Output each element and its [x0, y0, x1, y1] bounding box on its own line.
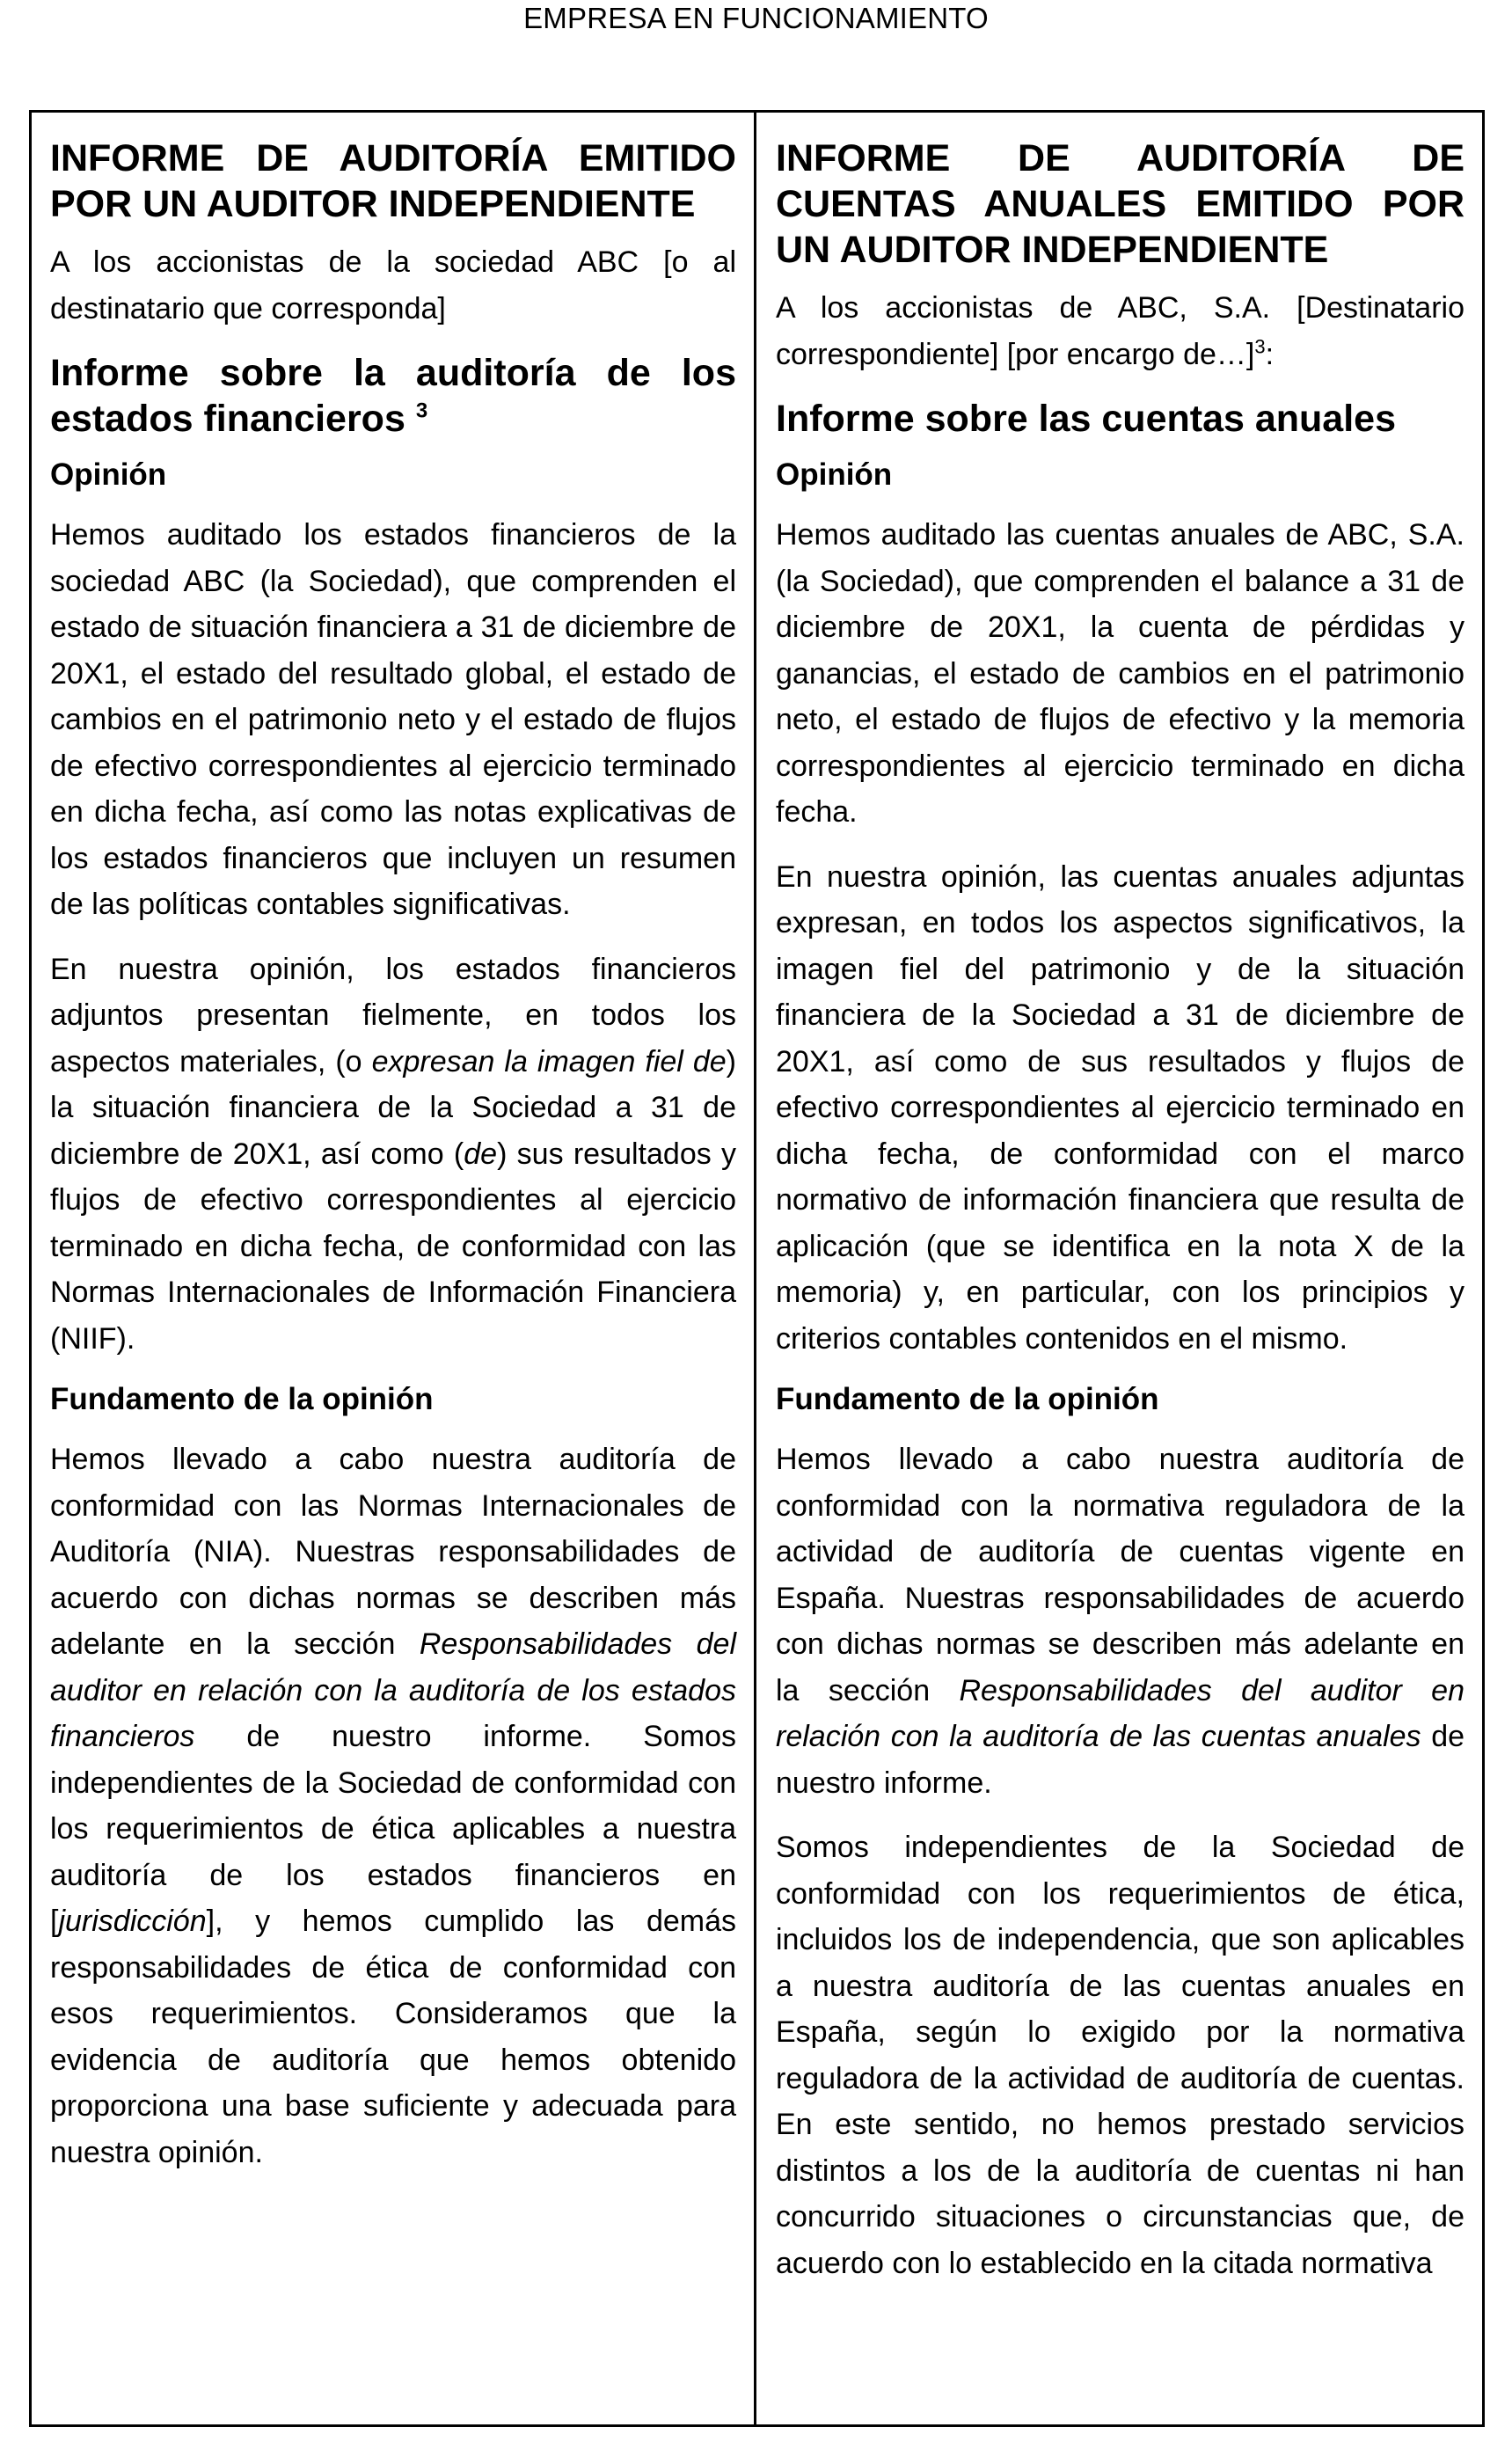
left-basis-heading: Fundamento de la opinión — [50, 1382, 434, 1416]
left-addressee: A los accionistas de la sociedad ABC [o al destinatario que corresponda] — [50, 245, 736, 325]
right-report-title: INFORME DE AUDITORÍA DE CUENTAS ANUALES EMITIDO POR UN AUDITOR INDEPENDIENTE — [776, 137, 1465, 271]
text-run: ) la situación financiera de la Sociedad a 31 de diciembre de 20X1, así como ( — [50, 1044, 736, 1171]
footnote-ref: 3 — [1254, 335, 1266, 358]
left-report-title: INFORME DE AUDITORÍA EMITIDO POR UN AUDITOR INDEPENDIENTE — [50, 137, 736, 225]
left-column — [32, 113, 756, 2424]
right-column — [756, 113, 1482, 2424]
left-opinion-heading: Opinión — [50, 457, 167, 492]
left-opinion-paragraph-2 — [50, 947, 736, 1363]
footnote-ref: 3 — [415, 398, 428, 423]
left-opinion-paragraph-1: Hemos auditado los estados financieros de la sociedad ABC (la Sociedad), que comprenden el estado de situación financiera a 31 de diciembre de 20X1, el estado del resultado global, el estado de cambios en el patrimonio neto y el estado de flujos de efectivo correspondientes al ejercicio terminado en dicha fecha, así como las notas explicativas de los estados financieros que incluyen un resumen de las políticas contables significativas. — [50, 518, 736, 921]
left-basis-paragraph — [50, 1437, 736, 2175]
italic-run: jurisdicción — [58, 1905, 207, 1938]
text-run: Hemos llevado a cabo nuestra auditoría de conformidad con la normativa reguladora de la actividad de auditoría de cuentas vigente en España. Nuestras responsabilidades de acuerdo con dichas normas se describen más adelante en la sección — [776, 1443, 1465, 1707]
text-run: ], y hemos cumplido las demás responsabilidades de ética de conformidad con esos requerimientos. Consideramos que la evidencia de auditoría que hemos obtenido proporciona una base suficiente y adecuada para nuestra opinión. — [50, 1905, 736, 2169]
italic-run: Responsabilidades del auditor en relación con la auditoría de los estados financieros — [50, 1627, 736, 1753]
text-run: Hemos llevado a cabo nuestra auditoría de conformidad con las Normas Internacionales de Auditoría (NIA). Nuestras responsabilidades de acuerdo con dichas normas se describen más adelante en la sección — [50, 1443, 736, 1661]
text-run: En nuestra opinión, los estados financieros adjuntos presentan fielmente, en todos los aspectos materiales, (o — [50, 952, 736, 1078]
italic-run: expresan la imagen fiel de — [371, 1044, 727, 1078]
italic-run: de — [464, 1137, 498, 1171]
text-run: de nuestro informe. Somos independientes de la Sociedad de conformidad con los requerimientos de ética aplicables a nuestra auditoría de los estados financieros en [ — [50, 1720, 736, 1938]
right-basis-paragraph-2: Somos independientes de la Sociedad de conformidad con los requerimientos de ética, incluidos los de independencia, que son aplicables a nuestra auditoría de las cuentas anuales en España, según lo exigido por la normativa reguladora de la actividad de auditoría de cuentas. En este sentido, no hemos prestado servicios distintos a los de la auditoría de cuentas ni han concurrido situaciones o circunstancias que, de acuerdo con lo establecido en la citada normativa — [776, 1831, 1465, 2280]
text-run: ) sus resultados y flujos de efectivo correspondientes al ejercicio terminado en dicha fecha, de conformidad con las Normas Internacionales de Información Financiera (NIIF). — [50, 1137, 736, 1356]
text-run: A los accionistas de ABC, S.A. [Destinatario correspondiente] [por encargo de…] — [776, 291, 1465, 371]
right-subtitle: Informe sobre las cuentas anuales — [776, 398, 1396, 440]
italic-run: Responsabilidades del auditor en relación con la auditoría de las cuentas anuales — [776, 1673, 1465, 1753]
comparison-table — [29, 110, 1485, 2427]
right-basis-paragraph-1 — [776, 1437, 1465, 1806]
right-basis-heading: Fundamento de la opinión — [776, 1382, 1159, 1416]
right-opinion-heading: Opinión — [776, 457, 893, 492]
right-opinion-paragraph-1: Hemos auditado las cuentas anuales de ABC, S.A. (la Sociedad), que comprenden el balance a 31 de diciembre de 20X1, la cuenta de pérdidas y ganancias, el estado de cambios en el patrimonio neto, el estado de flujos de efectivo y la memoria correspondientes al ejercicio terminado en dicha fecha. — [776, 518, 1465, 829]
page-header: EMPRESA EN FUNCIONAMIENTO — [523, 2, 989, 34]
text-run: de nuestro informe. — [776, 1720, 1465, 1800]
right-addressee — [776, 285, 1465, 377]
left-subtitle — [50, 350, 736, 442]
right-opinion-paragraph-2: En nuestra opinión, las cuentas anuales adjuntas expresan, en todos los aspectos significativos, la imagen fiel del patrimonio y de la situación financiera de la Sociedad a 31 de diciembre de 20X1, así como de sus resultados y flujos de efectivo correspondientes al ejercicio terminado en dicha fecha, de conformidad con el marco normativo de información financiera que resulta de aplicación (que se identifica en la nota X de la memoria) y, en particular, con los principios y criterios contables contenidos en el mismo. — [776, 859, 1465, 1356]
text-run: : — [1265, 337, 1275, 371]
left-subtitle-text: Informe sobre la auditoría de los estados financieros — [50, 352, 736, 440]
